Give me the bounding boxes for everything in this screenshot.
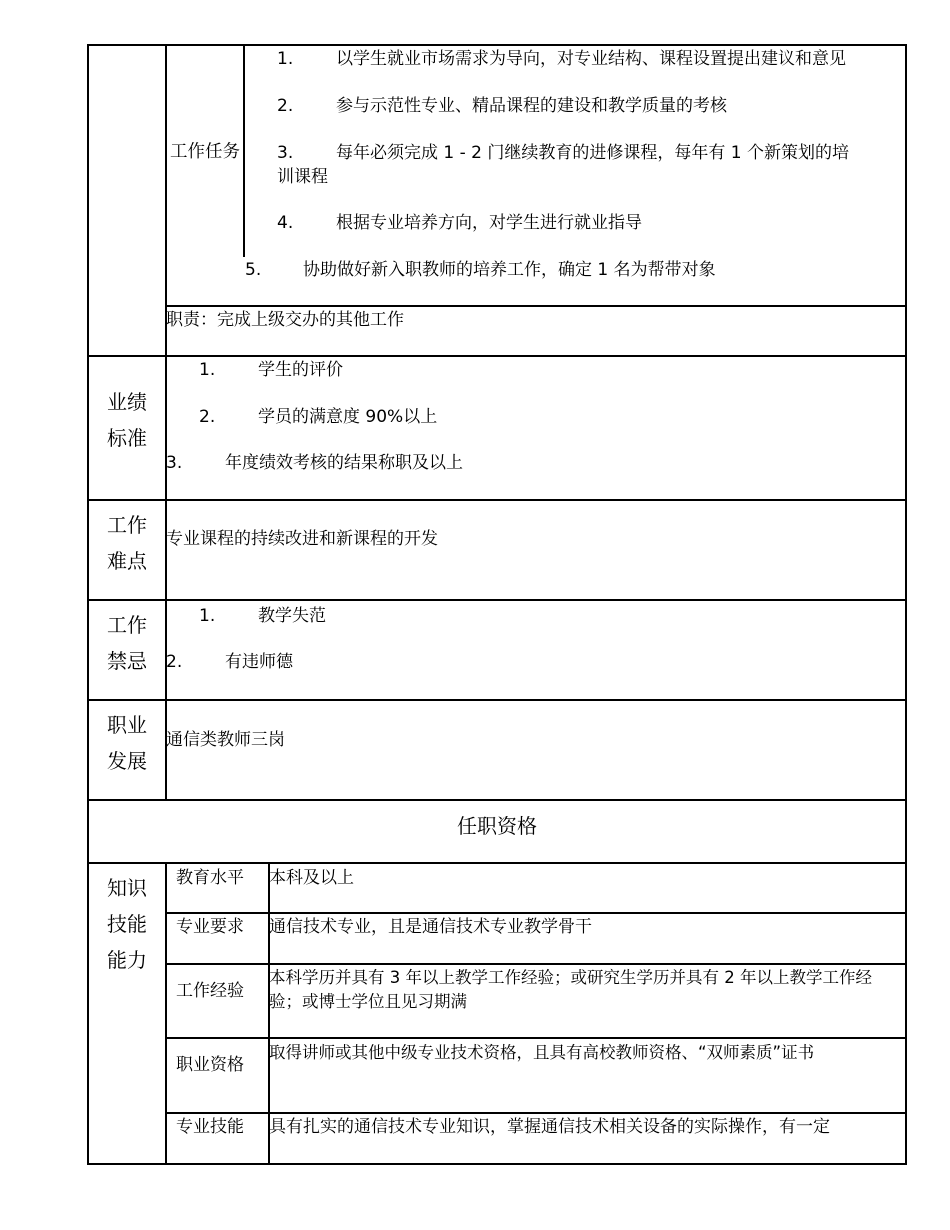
qual-label-certificate: 职业资格	[176, 1055, 244, 1075]
qual-label-major: 专业要求	[176, 917, 244, 937]
list-item-text: 以学生就业市场需求为导向，对专业结构、课程设置提出建议和意见	[336, 49, 846, 69]
list-item-text: 教学失范	[258, 606, 326, 626]
list-item-text: 根据专业培养方向，对学生进行就业指导	[336, 213, 642, 233]
list-item: 2.	[199, 407, 216, 427]
list-item-text: 学生的评价	[258, 360, 343, 380]
list-item-text: 参与示范性专业、精品课程的建设和教学质量的考核	[336, 96, 727, 116]
list-item-text: 学员的满意度 90%以上	[258, 407, 438, 427]
qual-label-experience: 工作经验	[176, 981, 244, 1001]
list-item-text-continued: 训课程	[277, 167, 328, 187]
qual-row-divider-1	[165, 912, 907, 914]
task-label: 工作任务	[170, 142, 240, 162]
career-label: 职业 发展	[107, 713, 147, 773]
table-border-bottom	[87, 1163, 907, 1165]
qual-label-education: 教育水平	[176, 868, 244, 888]
list-item: 2.	[166, 652, 183, 672]
list-item: 4.	[277, 213, 294, 233]
difficulty-label: 工作 难点	[107, 513, 147, 573]
task-duty-divider	[165, 305, 907, 307]
list-item-text: 有违师德	[225, 652, 293, 672]
list-item-text: 协助做好新入职教师的培养工作，确定 1 名为帮带对象	[303, 260, 716, 280]
list-item: 1.	[199, 360, 216, 380]
qual-value-experience: 本科学历并具有 3 年以上教学工作经验；或研究生学历并具有 2 年以上教学工作经验；或博士学位且见习期满	[269, 968, 872, 1011]
table-border-left	[87, 44, 89, 1165]
section-divider-4	[87, 699, 907, 701]
section-divider-6	[87, 862, 907, 864]
qual-label-skills: 专业技能	[176, 1117, 244, 1137]
list-item: 1.	[199, 606, 216, 626]
list-item: 3.	[166, 453, 183, 473]
qual-row-divider-4	[165, 1112, 907, 1114]
list-item-text: 年度绩效考核的结果称职及以上	[225, 453, 463, 473]
qualification-group-label: 知识 技能 能力	[107, 876, 147, 972]
qual-value-major: 通信技术专业，且是通信技术专业教学骨干	[269, 917, 592, 937]
qual-value-skills: 具有扎实的通信技术专业知识，掌握通信技术相关设备的实际操作，有一定	[269, 1117, 830, 1137]
list-item: 5.	[245, 260, 262, 280]
qualification-title: 任职资格	[457, 814, 537, 838]
taboo-label: 工作 禁忌	[107, 613, 147, 673]
qual-row-divider-2	[165, 963, 907, 965]
qual-value-education: 本科及以上	[269, 868, 354, 888]
section-divider-3	[87, 599, 907, 601]
list-item: 3.	[277, 143, 294, 163]
difficulty-text: 专业课程的持续改进和新课程的开发	[166, 529, 438, 549]
label-column-divider-qual	[165, 863, 167, 1165]
section-divider-2	[87, 499, 907, 501]
career-text: 通信类教师三岗	[166, 730, 285, 750]
table-border-right	[905, 44, 907, 1165]
list-item: 1.	[277, 49, 294, 69]
section-divider-1	[87, 355, 907, 357]
qual-row-divider-3	[165, 1037, 907, 1039]
section-divider-5	[87, 799, 907, 801]
table-border-top	[87, 44, 907, 46]
performance-label: 业绩 标准	[107, 390, 147, 450]
task-duty: 职责：完成上级交办的其他工作	[166, 310, 404, 330]
list-item: 2.	[277, 96, 294, 116]
task-sublabel-divider	[243, 44, 245, 257]
list-item-text: 每年必须完成 1 - 2 门继续教育的进修课程，每年有 1 个新策划的培	[336, 143, 850, 163]
qual-value-certificate: 取得讲师或其他中级专业技术资格，且具有高校教师资格、“双师素质”证书	[269, 1043, 815, 1062]
